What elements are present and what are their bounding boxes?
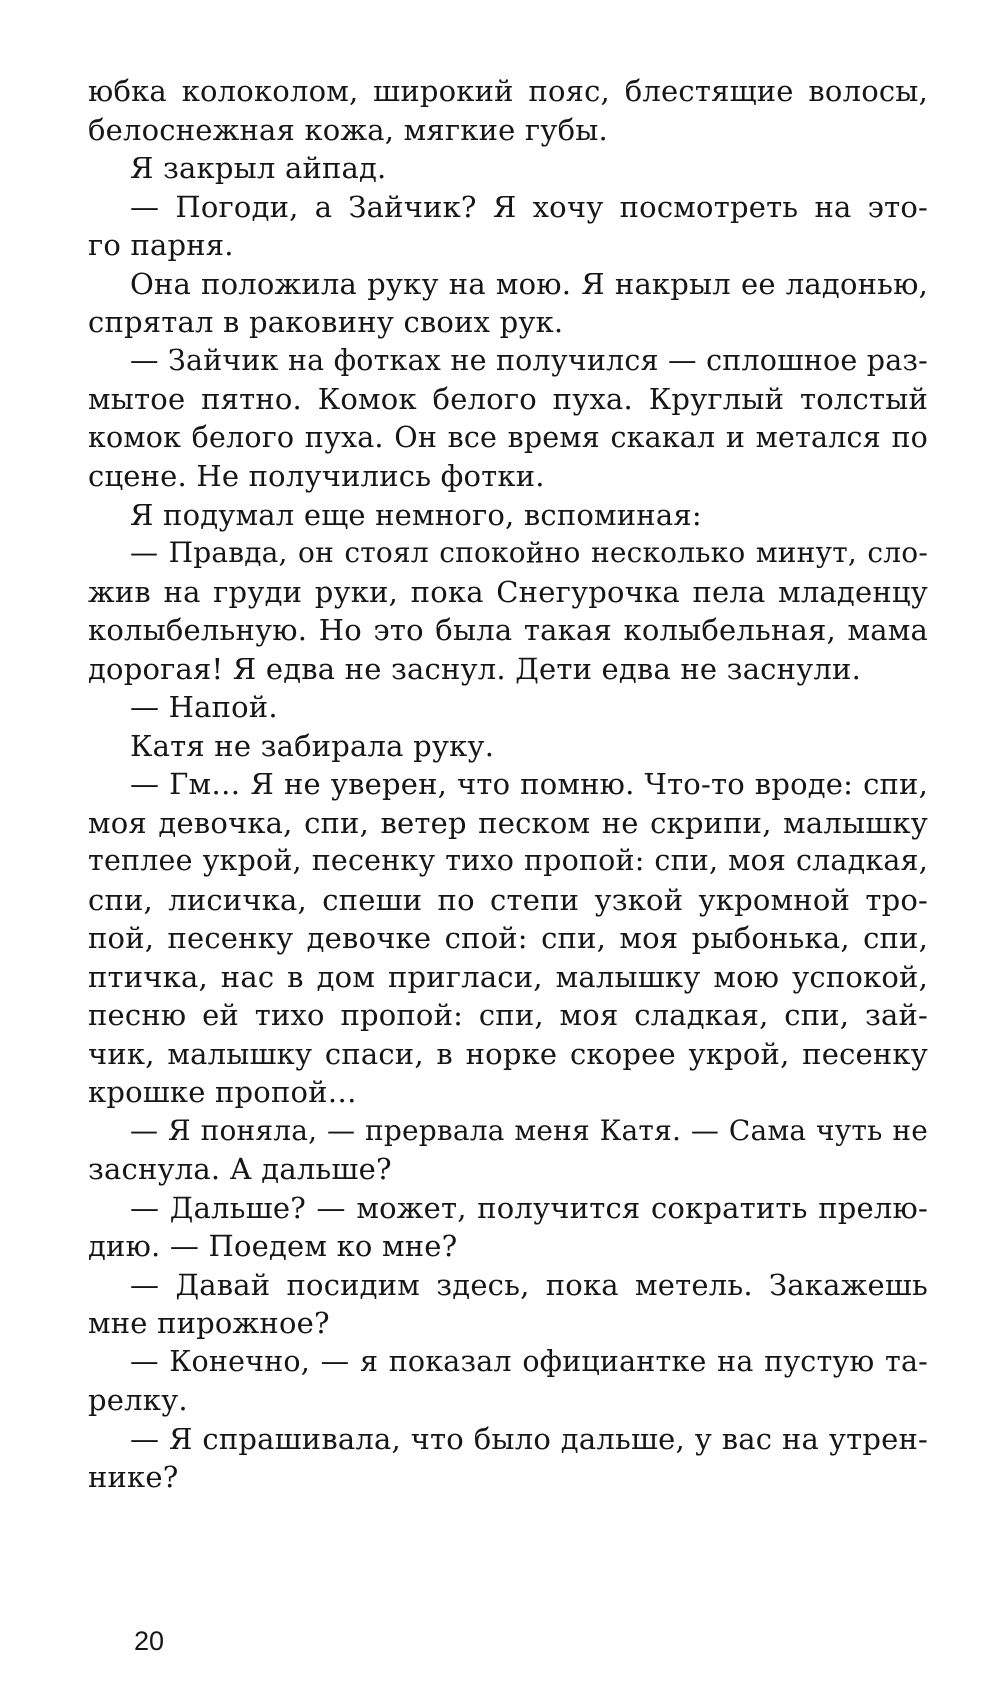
text-line: Я подумал еще немного, вспоминая: <box>130 497 702 532</box>
text-line: — Напой. <box>130 690 278 724</box>
text-line: — Зайчик на фотках не получился — сплошное раз- <box>130 343 928 377</box>
text-line: — Погоди, а Зайчик? Я хочу посмотреть на это- <box>130 189 928 224</box>
text-line: пой, песенку девочке спой: спи, моя рыбонька, спи, <box>88 921 928 955</box>
text-line: моя девочка, спи, ветер песком не скрипи, малышку <box>88 805 928 840</box>
text-line: — Я поняла, — прервала меня Катя. — Сама чуть не <box>130 1113 928 1147</box>
text-line: сцене. Не получились фотки. <box>88 459 545 493</box>
page-number: 20 <box>134 1626 165 1656</box>
text-line: теплее укрой, песенку тихо пропой: спи, моя сладкая, <box>88 844 928 877</box>
text-line: релку. <box>88 1383 188 1417</box>
text-line: песню ей тихо пропой: спи, моя сладкая, спи, зай- <box>88 998 928 1032</box>
text-line: спи, лисичка, спеши по степи узкой укромной тро- <box>88 882 928 917</box>
text-line: чик, малышку спаси, в норке скорее укрой, песенку <box>88 1036 928 1071</box>
text-line: крошке пропой… <box>88 1075 357 1109</box>
text-line: спрятал в раковину своих рук. <box>88 305 564 339</box>
text-line: птичка, нас в дом пригласи, малышку мою успокой, <box>88 959 928 994</box>
text-line: Я закрыл айпад. <box>130 151 387 185</box>
text-line: нике? <box>88 1460 179 1494</box>
text-line: дорогая! Я едва не заснул. Дети едва не заснули. <box>88 651 861 686</box>
text-line: Она положила руку на мою. Я накрыл ее ладонью, <box>130 266 928 301</box>
text-line: — Я спрашивала, что было дальше, у вас на утрен- <box>130 1421 928 1456</box>
text-line: го парня. <box>88 228 234 262</box>
text-line: Катя не забирала руку. <box>130 728 495 763</box>
text-line: белоснежная кожа, мягкие губы. <box>88 112 608 147</box>
text-line: юбка колоколом, широкий пояс, блестящие волосы, <box>88 74 928 108</box>
text-line: — Конечно, — я показал официантке на пустую та- <box>130 1344 928 1378</box>
text-line: колыбельную. Но это была такая колыбельная, мама <box>88 613 928 647</box>
text-line: — Гм… Я не уверен, что помню. Что-то вроде: спи, <box>130 767 928 801</box>
book-page-text <box>88 72 928 1497</box>
text-line: — Правда, он стоял спокойно несколько минут, сло- <box>130 536 928 569</box>
text-line: мытое пятно. Комок белого пуха. Круглый толстый <box>88 382 928 416</box>
text-line: — Давай посидим здесь, пока метель. Закажешь <box>130 1267 928 1302</box>
text-line: мне пирожное? <box>88 1306 330 1340</box>
text-line: жив на груди руки, пока Снегурочка пела младенцу <box>88 574 928 609</box>
text-line: комок белого пуха. Он все время скакал и метался по <box>88 420 928 454</box>
text-line: — Дальше? — может, получится сократить прелю- <box>130 1190 928 1225</box>
text-line: заснула. А дальше? <box>88 1152 392 1186</box>
text-line: дию. — Поедем ко мне? <box>88 1229 458 1263</box>
